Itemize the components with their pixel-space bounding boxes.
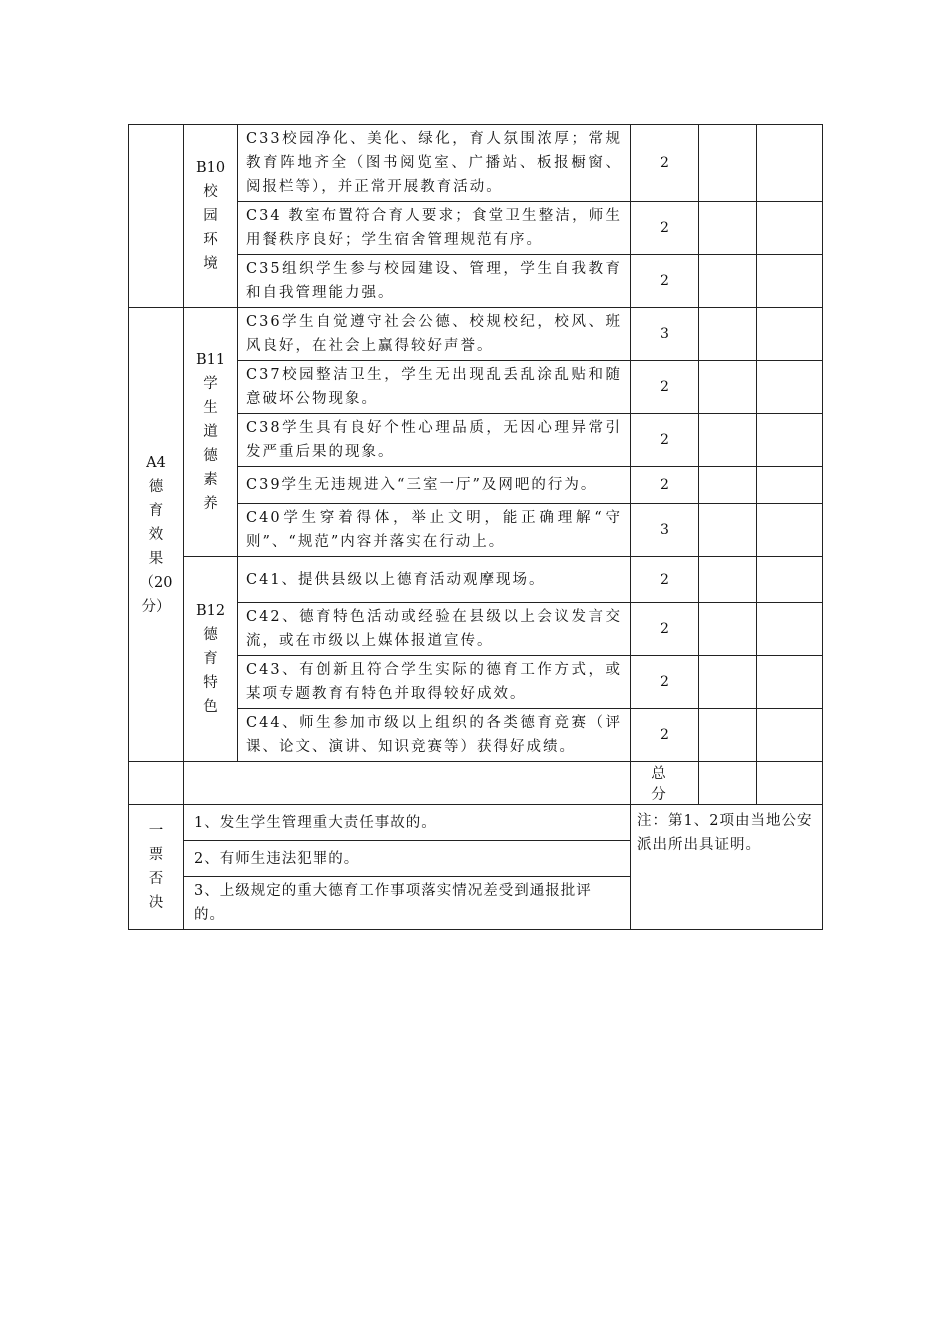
score-cell[interactable] — [699, 308, 757, 361]
score-cell[interactable] — [699, 255, 757, 308]
points-c44: 2 — [631, 709, 699, 762]
score-cell[interactable] — [699, 125, 757, 202]
b11-label: B11 学 生 道 德 素 养 — [184, 308, 238, 557]
points-c42: 2 — [631, 603, 699, 656]
score-cell[interactable] — [699, 504, 757, 557]
score-cell[interactable] — [757, 361, 823, 414]
points-c34: 2 — [631, 202, 699, 255]
total-score-cell[interactable] — [699, 762, 757, 805]
points-c38: 2 — [631, 414, 699, 467]
score-cell[interactable] — [699, 202, 757, 255]
criterion-c40: C40学生穿着得体，举止文明，能正确理解“守则”、“规范”内容并落实在行动上。 — [238, 504, 631, 557]
criterion-c41: C41、提供县级以上德育活动观摩现场。 — [238, 557, 631, 603]
veto-item-2: 2、有师生违法犯罪的。 — [184, 841, 631, 877]
points-c43: 2 — [631, 656, 699, 709]
total-score-cell[interactable] — [757, 762, 823, 805]
points-c40: 3 — [631, 504, 699, 557]
score-cell[interactable] — [699, 414, 757, 467]
veto-item-3: 3、上级规定的重大德育工作事项落实情况差受到通报批评的。 — [184, 877, 631, 930]
a4-label: A4 德 育 效 果 （20 分） — [129, 308, 184, 762]
total-label: 总 分 — [631, 762, 699, 805]
criterion-c44: C44、师生参加市级以上组织的各类德育竞赛（评课、论文、演讲、知识竞赛等）获得好成绩。 — [238, 709, 631, 762]
score-cell[interactable] — [757, 504, 823, 557]
score-cell[interactable] — [699, 361, 757, 414]
criterion-c37: C37校园整洁卫生，学生无出现乱丢乱涂乱贴和随意破坏公物现象。 — [238, 361, 631, 414]
score-cell[interactable] — [699, 656, 757, 709]
criterion-c43: C43、有创新且符合学生实际的德育工作方式，或某项专题教育有特色并取得较好成效。 — [238, 656, 631, 709]
criterion-c42: C42、德育特色活动或经验在县级以上会议发言交流，或在市级以上媒体报道宣传。 — [238, 603, 631, 656]
score-cell[interactable] — [699, 557, 757, 603]
criterion-c35: C35组织学生参与校园建设、管理，学生自我教育和自我管理能力强。 — [238, 255, 631, 308]
points-c36: 3 — [631, 308, 699, 361]
score-cell[interactable] — [757, 656, 823, 709]
score-cell[interactable] — [699, 603, 757, 656]
total-blank-cell — [129, 762, 184, 805]
b10-label: B10 校 园 环 境 — [184, 125, 238, 308]
points-c41: 2 — [631, 557, 699, 603]
criterion-c38: C38学生具有良好个性心理品质，无因心理异常引发严重后果的现象。 — [238, 414, 631, 467]
criterion-c39: C39学生无违规进入“三室一厅”及网吧的行为。 — [238, 467, 631, 504]
veto-label: 一 票 否 决 — [129, 805, 184, 930]
score-cell[interactable] — [757, 308, 823, 361]
veto-item-1: 1、发生学生管理重大责任事故的。 — [184, 805, 631, 841]
score-cell[interactable] — [757, 125, 823, 202]
score-cell[interactable] — [757, 603, 823, 656]
veto-note: 注：第1、2项由当地公安派出所出具证明。 — [631, 805, 823, 930]
score-cell[interactable] — [699, 467, 757, 504]
b12-label: B12 德 育 特 色 — [184, 557, 238, 762]
a-column-blank — [129, 125, 184, 308]
criterion-c36: C36学生自觉遵守社会公德、校规校纪，校风、班风良好，在社会上赢得较好声誉。 — [238, 308, 631, 361]
criterion-c33: C33校园净化、美化、绿化，育人氛围浓厚；常规教育阵地齐全（图书阅览室、广播站、板报橱窗、阅报栏等），并正常开展教育活动。 — [238, 125, 631, 202]
score-cell[interactable] — [757, 202, 823, 255]
score-cell[interactable] — [757, 255, 823, 308]
score-cell[interactable] — [757, 414, 823, 467]
total-blank-wide-cell — [184, 762, 631, 805]
score-cell[interactable] — [699, 709, 757, 762]
points-c35: 2 — [631, 255, 699, 308]
points-c33: 2 — [631, 125, 699, 202]
points-c37: 2 — [631, 361, 699, 414]
score-cell[interactable] — [757, 709, 823, 762]
criterion-c34: C34 教室布置符合育人要求；食堂卫生整洁，师生用餐秩序良好；学生宿舍管理规范有序。 — [238, 202, 631, 255]
score-cell[interactable] — [757, 557, 823, 603]
points-c39: 2 — [631, 467, 699, 504]
score-cell[interactable] — [757, 467, 823, 504]
evaluation-table — [128, 124, 823, 930]
